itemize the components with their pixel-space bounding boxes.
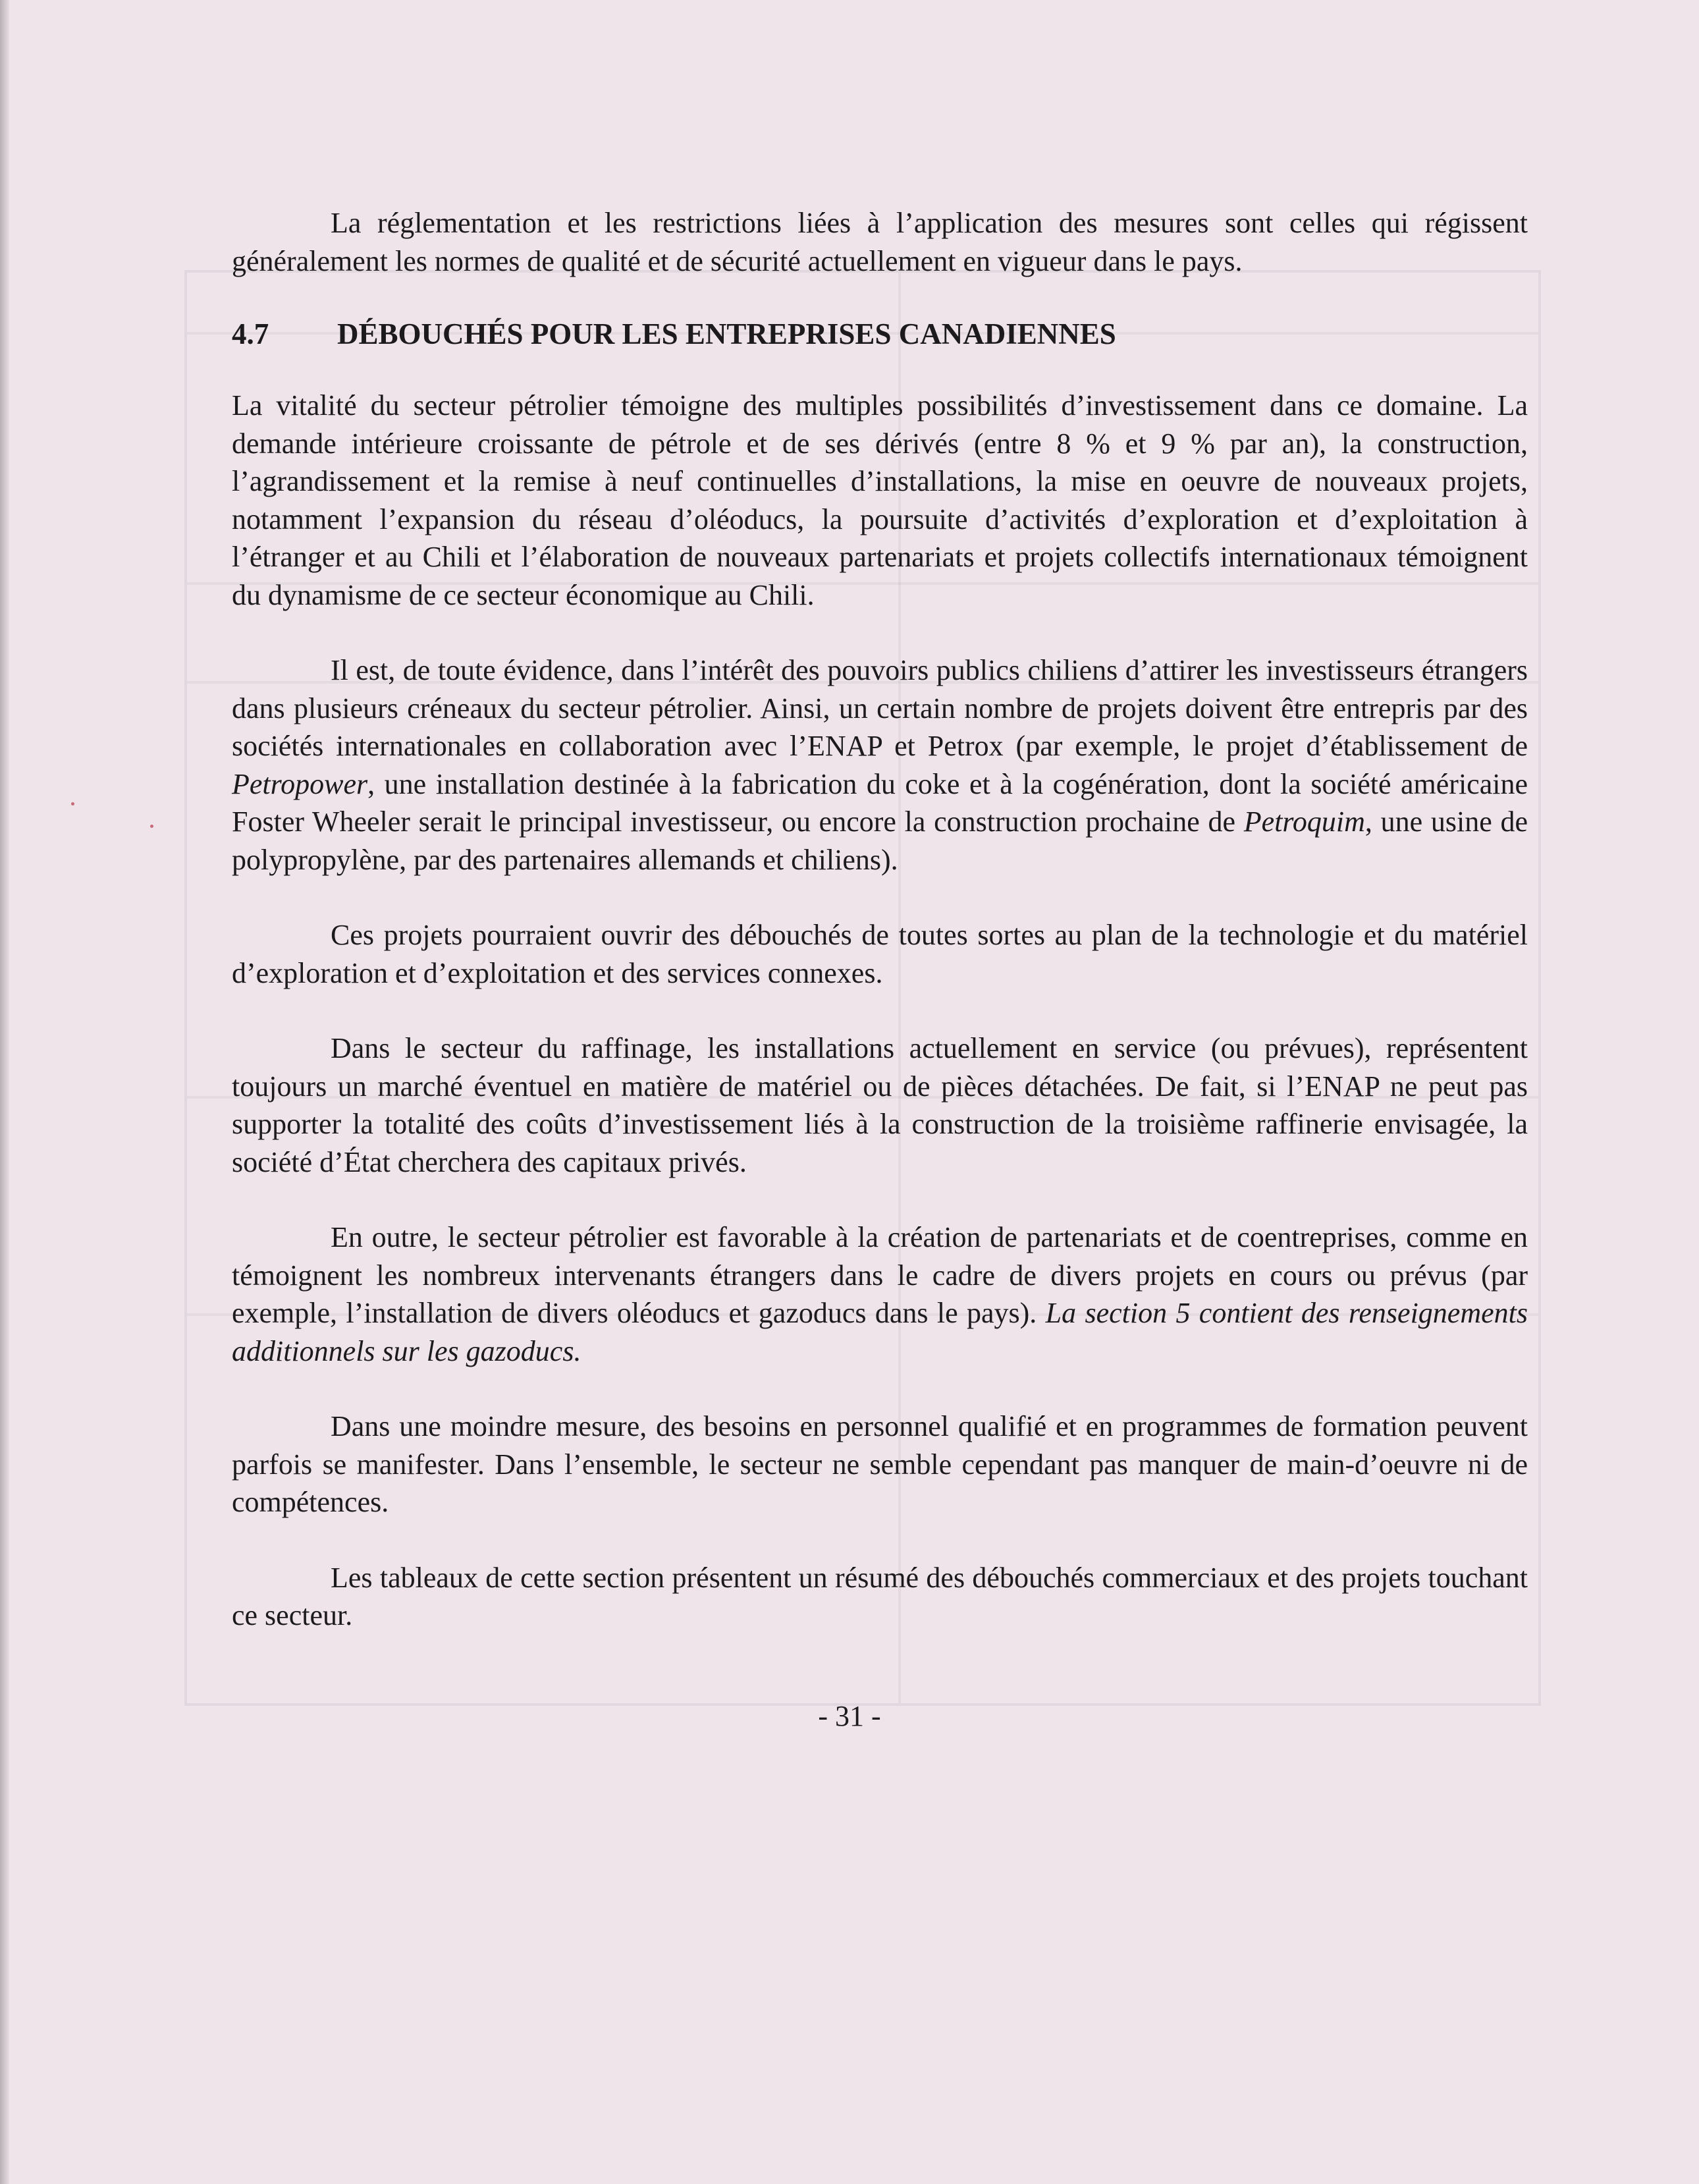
paragraph-personnel: Dans une moindre mesure, des besoins en personnel qualifié et en programmes de formation peuvent parfois se manifester. Dans l’ensemble, le secteur ne semble cependant pas manquer de main-d’oeuvre ni de compétences. — [232, 1410, 1528, 1518]
section-number: 4.7 — [232, 317, 269, 350]
document-body — [232, 198, 1528, 1635]
project-name-petropower: Petropower — [232, 767, 368, 800]
page-number: - 31 - — [818, 1700, 881, 1732]
paragraph-interet-pouvoirs-publics — [232, 651, 1528, 879]
gazoducs-reference: La section 5 contient des renseignements additionnels sur les gazoducs. — [232, 1297, 1528, 1367]
intro-paragraph: La réglementation et les restrictions liées à l’application des mesures sont celles qui régissent généralement les normes de qualité et de sécurité actuellement en vigueur dans le pays. — [232, 207, 1528, 277]
paragraph-text: , une installation destinée à la fabrication du coke et à la cogénération, dont la société américaine Foster Wheeler serait le principal investisseur, ou encore la construction prochaine de — [232, 767, 1528, 838]
speck-mark — [71, 802, 74, 805]
scan-edge-shadow — [0, 0, 9, 2184]
paragraph-vitalite: La vitalité du secteur pétrolier témoigne des multiples possibilités d’investissement dans ce domaine. La demande intérieure croissante de pétrole et de ses dérivés (entre 8 % et 9 % par an), la construction, l’agrandissement et la remise à neuf continuelles d’installations, la mise en oeuvre de nouveaux projets, notamment l’expansion du réseau d’oléoducs, la poursuite d’activités d’exploration et d’exploitation à l’étranger et au Chili et l’élaboration de nouveaux partenariats et projets collectifs internationaux témoignent du dynamisme de ce secteur économique au Chili. — [232, 389, 1528, 611]
paragraph-partenariats — [232, 1218, 1528, 1370]
project-name-petroquim: Petroquim — [1243, 805, 1365, 838]
section-heading — [232, 314, 1528, 354]
paragraph-text: Il est, de toute évidence, dans l’intérêt des pouvoirs publics chiliens d’attirer les investisseurs étrangers dans plusieurs créneaux du secteur pétrolier. Ainsi, un certain nombre de projets doivent être entrepris par des sociétés internationales en collaboration avec l’ENAP et Petrox (par exemple, le projet d’établissement de — [232, 654, 1528, 762]
paragraph-raffinage: Dans le secteur du raffinage, les installations actuellement en service (ou prévues), représentent toujours un marché éventuel en matière de matériel ou de pièces détachées. De fait, si l’ENAP ne peut pas supporter la totalité des coûts d’investissement liés à la construction de la troisième raffinerie envisagée, la société d’État cherchera des capitaux privés. — [232, 1032, 1528, 1178]
speck-mark — [150, 825, 153, 828]
paragraph-tableaux: Les tableaux de cette section présentent un résumé des débouchés commerciaux et des projets touchant ce secteur. — [232, 1561, 1528, 1631]
paragraph-projets-debouches: Ces projets pourraient ouvrir des débouchés de toutes sortes au plan de la technologie et du matériel d’exploration et d’exploitation et des services connexes. — [232, 919, 1528, 989]
section-title: DÉBOUCHÉS POUR LES ENTREPRISES CANADIENNES — [337, 317, 1116, 350]
paragraph-text: En outre, le secteur pétrolier est favorable à la création de partenariats et de coentreprises, comme en témoignent les nombreux intervenants étrangers dans le cadre de divers projets en cours ou prévus (par exemple, l’installation de divers oléoducs et gazoducs dans le pays). — [232, 1221, 1528, 1329]
paragraph-text: , une usine de polypropylène, par des partenaires allemands et chiliens). — [232, 805, 1528, 876]
